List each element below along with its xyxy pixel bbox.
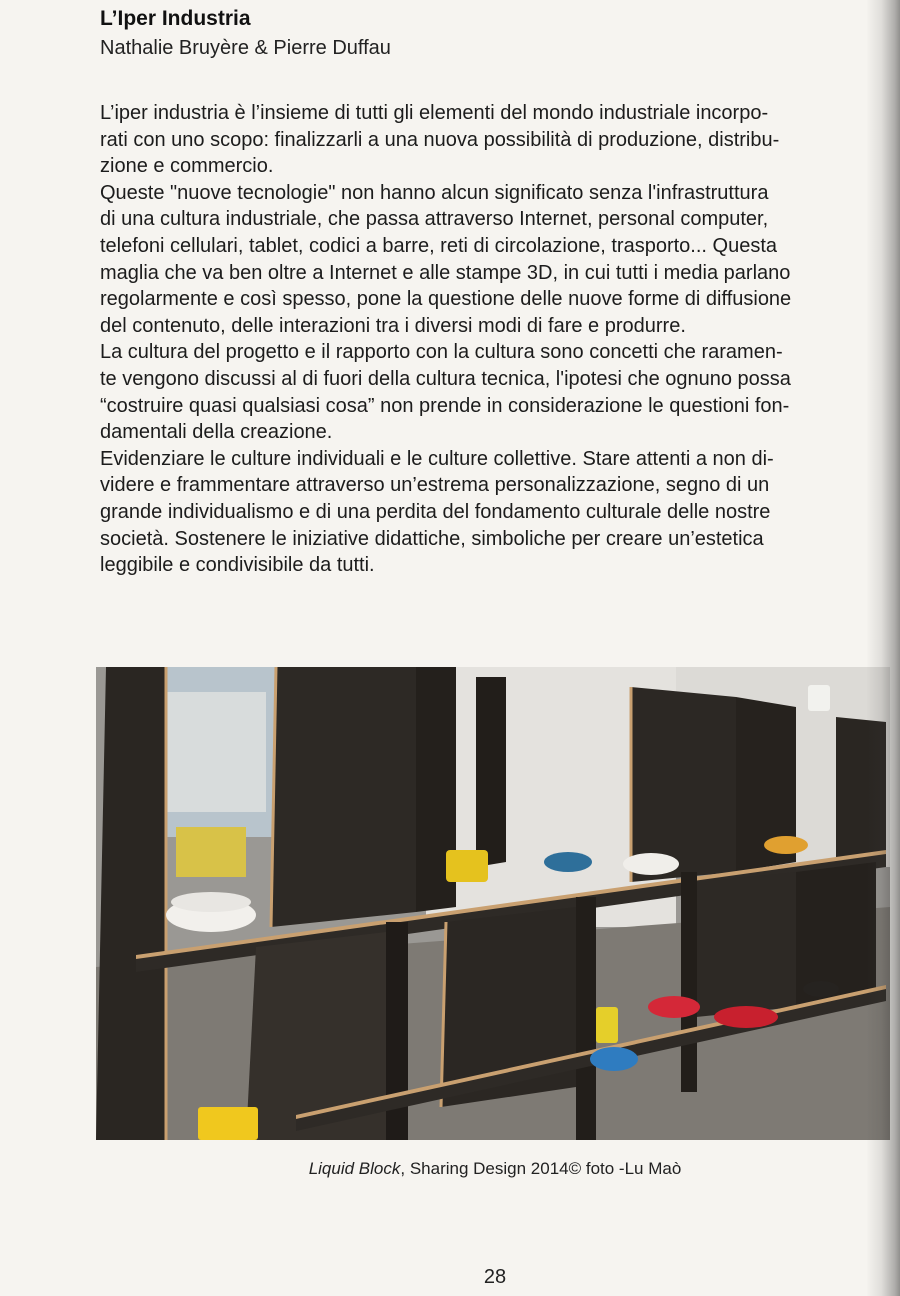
caption-credit: , Sharing Design 2014© foto -Lu Maò <box>400 1159 682 1178</box>
body-line: regolarmente e così spesso, pone la questione delle nuove forme di diffusione <box>100 288 792 311</box>
body-line: Evidenziare le culture individuali e le culture collettive. Stare attenti a non di- <box>100 447 774 470</box>
body-line: società. Sostenere le iniziative didattiche, simboliche per creare un’estetica <box>100 527 764 550</box>
body-line: leggibile e condivisibile da tutti. <box>100 554 375 577</box>
liquid-block-shelf-image <box>96 667 890 1140</box>
photo-caption <box>0 1159 900 1179</box>
body-line: maglia che va ben oltre a Internet e alle stampe 3D, in cui tutti i media parlano <box>100 261 791 284</box>
article-body <box>100 100 895 579</box>
body-line: La cultura del progetto e il rapporto con la cultura sono concetti che raramen- <box>100 341 783 364</box>
body-line: rati con uno scopo: finalizzarli a una nuova possibilità di produzione, distribu- <box>100 128 780 151</box>
body-line: “costruire quasi qualsiasi cosa” non prende in considerazione le questioni fon- <box>100 394 790 417</box>
page-number: 28 <box>483 1266 507 1288</box>
shelf-photo <box>96 667 890 1140</box>
body-line: L’iper industria è l’insieme di tutti gli elementi del mondo industriale incorpo- <box>100 102 769 124</box>
body-line: grande individualismo e di una perdita del fondamento culturale delle nostre <box>100 500 771 523</box>
caption-work-title: Liquid Block <box>308 1159 401 1178</box>
body-line: te vengono discussi al di fuori della cultura tecnica, l'ipotesi che ognuno possa <box>100 367 791 390</box>
body-line: telefoni cellulari, tablet, codici a barre, reti di circolazione, trasporto... Questa <box>100 234 777 257</box>
body-line: videre e frammentare attraverso un’estrema personalizzazione, segno di un <box>100 474 770 497</box>
body-line: di una cultura industriale, che passa attraverso Internet, personal computer, <box>100 208 769 231</box>
body-line: damentali della creazione. <box>100 421 333 444</box>
body-line: Queste "nuove tecnologie" non hanno alcun significato senza l'infrastruttura <box>100 181 769 204</box>
article-authors: Nathalie Bruyère & Pierre Duffau <box>100 37 391 59</box>
body-line: del contenuto, delle interazioni tra i diversi modi di fare e produrre. <box>100 314 686 337</box>
body-line: zione e commercio. <box>100 155 274 178</box>
article-title: L’Iper Industria <box>100 7 251 30</box>
